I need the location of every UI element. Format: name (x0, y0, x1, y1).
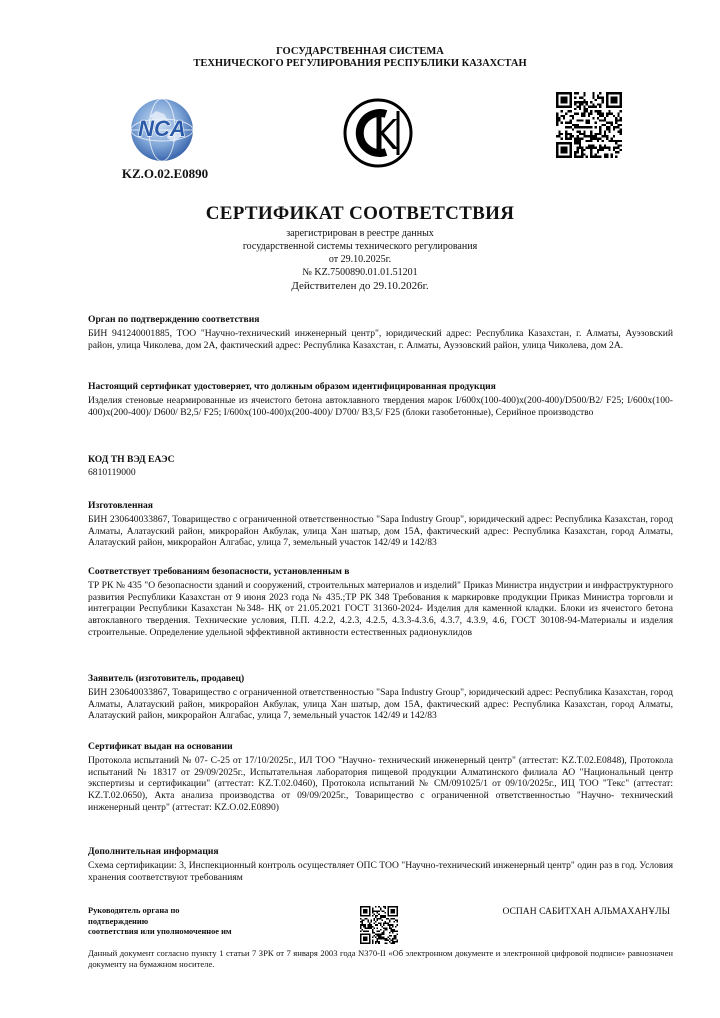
section-product-heading: Настоящий сертификат удостоверяет, что должным образом идентифицированная продукция (88, 381, 496, 392)
section-basis-text: Протокола испытаний № 07- С-25 от 17/10/2025г., ИЛ ТОО "Научно- технический инженерный центр" (аттестат: KZ.T.02.E0848), Протокола испытаний № 18317 от 29/09/2025г., Испытательная лаборатория пищевой продукции Алматинского филиала АО "Национальный центр экспертизы и сертификации" (аттестат: KZ.T.02.0460), Протокола испытаний № СМ/091025/1 от 09/10/2025г., ИЦ ТОО "Текс" (аттестат: KZ.T.02.0650), Акта анализа производства от 09/09/2025г., Товарищество с ограниченной ответственностью "Научно- технический инженерный центр" (аттестат: KZ.O.02.E0890) (88, 755, 673, 813)
nca-logo (110, 96, 220, 164)
footer-legal-note: Данный документ согласно пункту 1 статьи 7 ЗРК от 7 января 2003 года N370-II «Об электронном документе и электронной цифровой подписи» равнозначен документу на бумажном носителе. (88, 948, 673, 969)
section-product-text: Изделия стеновые неармированные из ячеистого бетона автоклавного твердения марок I/600х(100-400)х(200-400)/D500/B2/ F25; I/600х(100-400)х(200-400)/ D600/ B2,5/ F25; I/600х(100-400)х(200-400)/ D700/ B3,5/ F25 (блоки газобетонные), Серийное производство (88, 395, 673, 418)
signature-role (88, 906, 288, 938)
section-code-heading: КОД ТН ВЭД ЕАЭС (88, 454, 175, 465)
signature-role-line-2: подтверждению (88, 916, 149, 926)
section-applicant-text: БИН 230640033867, Товарищество с ограниченной ответственностью "Sapa Industry Group", юридический адрес: Республика Казахстан, город Алматы, Алатауский район, микрорайон Акбулак, улица Хан шатыр, дом 15А, фактический адрес: Республика Казахстан, город Алматы, Алатауский район, микрорайон Алгабас, улица 7, земельный участок 142/49 и 142/83 (88, 687, 673, 722)
conformity-mark-logo (342, 97, 414, 169)
section-code-text: 6810119000 (88, 467, 136, 478)
section-additional-text: Схема сертификации: 3, Инспекционный контроль осуществляет ОПС ТОО "Научно-технический инженерный центр" один раз в год. Условия хранения соответствуют требованиям (88, 860, 673, 883)
header-line-2: ТЕХНИЧЕСКОГО РЕГУЛИРОВАНИЯ РЕСПУБЛИКИ КАЗАХСТАН (193, 58, 527, 69)
nca-logo-text: NCA (138, 116, 186, 141)
section-manufacturer-text: БИН 230640033867, Товарищество с ограниченной ответственностью "Sapa Industry Group", юридический адрес: Республика Казахстан, город Алматы, Алатауский район, микрорайон Акбулак, улица Хан шатыр, дом 15А, фактический адрес: Республика Казахстан, город Алматы, Алатауский район, микрорайон Алгабас, улица 7, земельный участок 142/49 и 142/83 (88, 514, 673, 549)
signature-qr-code (360, 906, 398, 944)
header-line-1: ГОСУДАРСТВЕННАЯ СИСТЕМА (276, 46, 444, 57)
section-body-text: БИН 941240001885, ТОО "Научно-технический инженерный центр", юридический адрес: Республика Казахстан, г. Алматы, Ауэзовский район, улица Чиколева, дом 2А, фактический адрес: Республика Казахстан, г. Алматы, Ауэзовский район, улица Чиколева, дом 2А. (88, 328, 673, 351)
qr-code (556, 92, 622, 158)
section-additional-heading: Дополнительная информация (88, 846, 219, 857)
section-manufacturer-heading: Изготовленная (88, 500, 153, 511)
registry-line-1: зарегистрирован в реестре данных (286, 228, 434, 239)
accreditation-code: KZ.O.02.E0890 (121, 166, 209, 181)
signatory-name: ОСПАН САБИТХАН АЛЬМАХАНҰЛЫ (502, 906, 670, 917)
registration-number: № KZ.7500890.01.01.51201 (302, 267, 418, 278)
validity-date: Действителен до 29.10.2026г. (291, 280, 429, 292)
registration-date: от 29.10.2025г. (328, 254, 392, 265)
section-requirements-heading: Соответствует требованиям безопасности, установленным в (88, 566, 350, 577)
section-applicant-heading: Заявитель (изготовитель, продавец) (88, 673, 245, 684)
section-requirements-text: ТР РК № 435 "О безопасности зданий и сооружений, строительных материалов и изделий" Приказ Министра индустрии и инфраструктурного развития Республики Казахстан от 9 июня 2023 года № 435.;ТР РК 348 Требования к маркировке продукции Приказ Министра торговли и интеграции Республики Казахстан №348- НҚ от 21.05.2021 ГОСТ 31360-2024- Изделия для каменной кладки. Блоки из ячеистого бетона автоклавного твердения. Технические условия, П.П. 4.2.2, 4.2.3, 4.2.5, 4.3.3-4.3.6, 4.3.7, 4.3.9, 4.6, ГОСТ 30108-94-Материалы и изделия строительные. Определение удельной эффективной активности естественных радионуклидов (88, 580, 673, 638)
registry-line-2: государственной системы технического регулирования (242, 241, 478, 252)
section-basis-heading: Сертификат выдан на основании (88, 741, 233, 752)
signature-role-line-1: Руководитель органа по (88, 906, 180, 915)
section-body-heading: Орган по подтверждению соответствия (88, 314, 260, 325)
certificate-title: СЕРТИФИКАТ СООТВЕТСТВИЯ (205, 203, 515, 224)
signature-role-line-3: соответствия или уполномоченное им (88, 927, 232, 936)
